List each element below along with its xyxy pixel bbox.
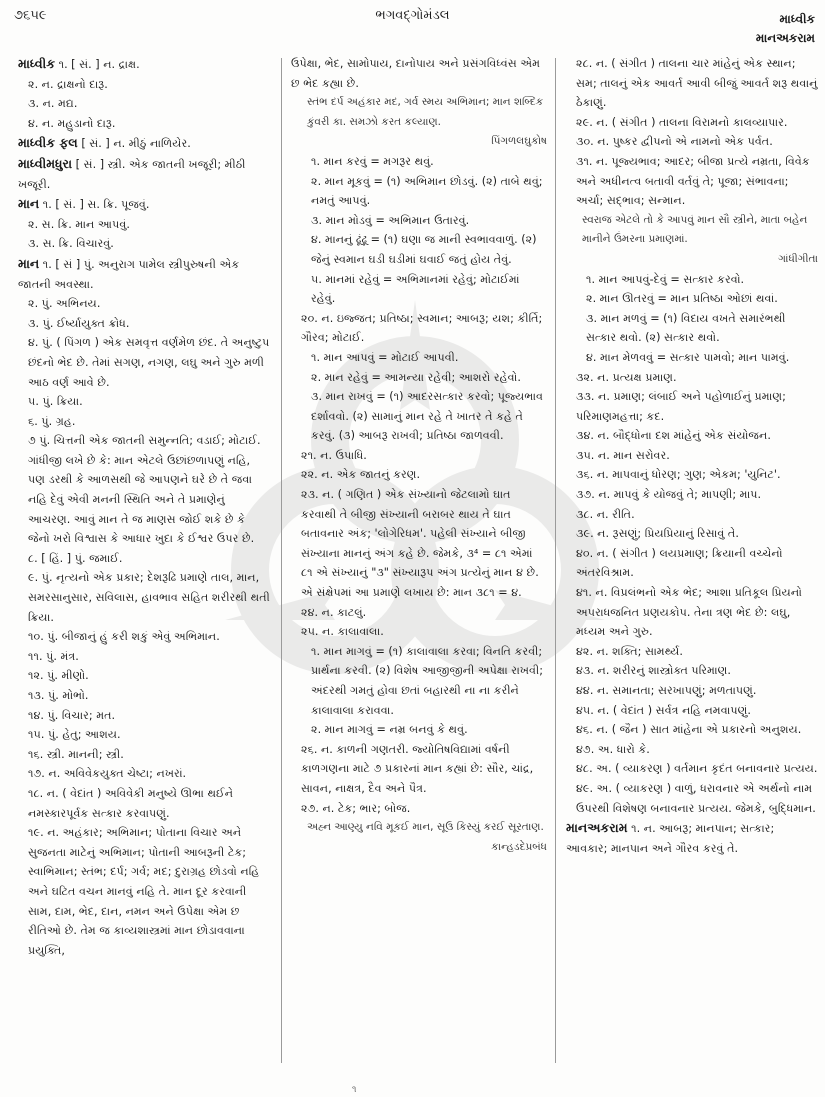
sense-definition: ૩૨. ન. પ્રત્યક્ષ પ્રમાણ. (576, 370, 677, 384)
sense-definition: ૩૦. ન. પુષ્કર દ્વીપનો એ નામનો એક પર્વત. (576, 135, 773, 149)
definition: ૧. [ સં. ] સ. ક્રિ. પૂજવું. (39, 198, 150, 212)
sense-definition: ૨૫. ન. કાલાવાલા. (301, 625, 384, 639)
sense-definition: ૨૮. ન. ( સંગીત ) તાલના ચાર માંહેનું એક સ્થાન; સમ; તાલનું એક આવર્ત આવી બીજું આવર્ત શરૂ થવાનું ઠેકાણું. (576, 57, 818, 110)
sense-definition: ૪. ન. મહુડાનો દારૂ. (28, 116, 116, 130)
dictionary-entry (18, 133, 270, 154)
headword: માન (18, 255, 40, 271)
guide-word-first: માધ્વીક (779, 12, 815, 26)
sense-definition: ૬. પું. ગ્રહ. (28, 414, 76, 428)
sense-definition: ૩૬. ન. માપવાનું ધોરણ; ગુણ; એકમ; 'યુનિટ'. (576, 468, 781, 482)
page-header (0, 0, 825, 60)
sense-definition: ૨૨. ન. એક જાતનું કરણ. (301, 468, 421, 482)
sense-definition: ૩૧. ન. પૂજ્યભાવ; આદર; બીજા પ્રત્યે નમ્રતા, વિવેક અને અધીનત્વ બતાવી વર્તવું તે; પૂજા; સંભાવના; અર્ચા; સદ્ભાવ; સન્માન. (576, 154, 810, 208)
dictionary-entry (18, 194, 270, 215)
dictionary-entry (566, 818, 818, 858)
page-number: ૭૬૫૯ (14, 8, 47, 23)
idiom-phrase: ૧. માન માગવું = (૧) કાલાવાલા કરવા; વિનતિ કરવી; પ્રાર્થના કરવી. (૨) વિશેષ આજીજીની અપેક્ષા રાખવી; અંદરથી ગમતું હોવા છતાં બહારથી ના ના કરીને કાલાવાલા કરાવવા. (311, 644, 543, 717)
sense-definition: ૪૫. ન. ( વેદાંત ) સર્વત્ર નહિ નમવાપણું. (576, 703, 751, 717)
headword: માધ્વીક ફલ (18, 135, 78, 151)
guide-word-last: માનઅકરામ (755, 31, 815, 45)
sense-definition: ૩. પું. ઈર્ષ્યાયુક્ત ક્રોધ. (28, 316, 130, 330)
sense-definition: ૪૪. ન. સમાનતા; સરખાપણું; મળતાપણું. (576, 684, 757, 697)
sense-definition: ૩૪. ન. બૌદ્ધોના દશ માંહેનું એક સંયોજન. (576, 429, 771, 443)
definition: ૧. ન. આબરૂ; માનપાન; સત્કાર; આવકાર; માનપાન અને ગૌરવ કરવું તે. (566, 822, 775, 855)
sense-definition: ૩૭. ન. માપવું કે યોજવું તે; માપણી; માપ. (576, 488, 762, 502)
citation-quote: સ્તંભ દર્પ અહંકાર મદ, ગર્વ સ્મય અભિમાન; માન શબ્દિક કુંવરી કા. સમઝો કરત કલ્યાણ. (307, 96, 544, 128)
sense-definition: ૪૬. ન. ( જૈન ) સાત માંહેના એ પ્રકારનો અનુશય. (576, 723, 802, 737)
running-title: ભગવદ્ગોમંડલ (375, 8, 450, 23)
sense-definition: ૪૨. ન. શક્તિ; સામર્થ્ય. (576, 644, 683, 658)
sense-definition: ૪૦. ન. ( સંગીત ) લયપ્રમાણ; ક્રિયાની વચ્ચેનો અંતરવિશ્રામ. (576, 546, 783, 580)
idiom-phrase: ૩. માન મોડવું = અભિમાન ઉતારવું. (311, 213, 470, 227)
column-right (566, 54, 818, 858)
column-divider (281, 58, 282, 1063)
column-divider (555, 58, 556, 1063)
idiom-phrase: ૧. માન કરવું = મગરૂર થવું. (311, 154, 434, 168)
sense-definition: ૨. સ. ક્રિ. માન આપવું. (28, 217, 130, 231)
citation-source: કાન્હડદેપ્રબંધ (491, 840, 547, 853)
headword: માન (18, 196, 40, 212)
sense-definition: ૨૯. ન. ( સંગીત ) તાલના વિરામનો કાલવ્યાપાર. (576, 115, 788, 129)
idiom-phrase: ૫. માનમાં રહેવું = અભિમાનમાં રહેવું; મોટાઈમાં રહેવું. (311, 272, 520, 306)
sense-definition: ૧૪. પું. વિચાર; મત. (28, 708, 116, 722)
sense-definition: ૨. પું. અભિનય. (28, 297, 101, 311)
citation-quote: સ્વરાજ એટલે તો કે આપવું માન સૌ સ્ત્રીને, માતા બહેન માનીને ઉંમરના પ્રમાણમાં. (582, 213, 808, 246)
dictionary-entry (18, 154, 270, 194)
headword: માધ્વીક (18, 56, 56, 71)
dictionary-entry (18, 254, 270, 294)
column-middle (291, 54, 547, 857)
citation-source: પિંગળલઘુકોષ (491, 135, 547, 148)
sense-definition: ૪૧. ન. વિપ્રલંભનો એક ભેદ; આશા પ્રતિકૂલ પ્રિયનો અપરાધજનિત પ્રણયકોપ. તેના ત્રણ ભેદ છે: લઘુ, મધ્યમ અને ગુરુ. (576, 586, 802, 639)
headword: માધ્વીમધુરા (18, 155, 73, 171)
column-left (18, 54, 270, 960)
guide-words (756, 10, 815, 48)
sense-definition: ૧૨. પું. મીણો. (28, 669, 89, 683)
idiom-phrase: ૪. માનનું ઢૂંઢૂ = (૧) ઘણા જ માની સ્વભાવવાળું. (૨) જેનું સ્વમાન ઘડી ઘડીમાં ઘવાઈ જતું હોય તેવું. (311, 233, 537, 266)
dictionary-entry (18, 54, 270, 75)
definition: [ સં. ] ન. મીઠું નાળિયેર. (77, 137, 191, 151)
sense-definition: ૩૮. ન. રીતિ. (576, 507, 635, 521)
sense-definition: ૧૫. પું. હેતુ; આશય. (28, 728, 121, 742)
sense-definition: ૪૭. અ. ધારો કે. (576, 742, 650, 756)
idiom-phrase: ૨. માન મૂકવું = (૧) અભિમાન છોડવું. (૨) તાબે થવું; નમતું આપવું. (311, 174, 543, 208)
sense-definition: ૨૬. ન. કાળની ગણતરી. જ્યોતિષવિદ્યામાં વર્ષની કાળગણના માટે ૭ પ્રકારનાં માન કહ્યાં છે: સૌર, ચાંદ્ર, સાવન, નાક્ષત્ર, દૈવ અને પૈત્ર. (301, 742, 534, 795)
idiom-phrase: ૨. માન રહેવું = આમન્યા રહેવી; આશરો રહેવો. (311, 370, 521, 384)
sense-definition: ૪૩. ન. શરીરનું શાસ્ત્રોક્ત પરિમાણ. (576, 664, 731, 678)
sense-definition: ૯. પું. નૃત્યનો એક પ્રકાર; દેશરૂઢિ પ્રમાણે તાલ, માન, સમરસાનુસાર, સવિલાસ, હાવભાવ સહિત શરીરથી થતી ક્રિયા. (28, 571, 270, 624)
sense-definition: ૧૦. પું. બીજાનું હું કરી શકું એવું અભિમાન. (28, 630, 220, 644)
definition-continued: ઉપેક્ષા, ભેદ, સામોપાય, દાનોપાય અને પ્રસંગવિધ્વંસ એમ છ ભેદ કહ્યા છે. (291, 57, 541, 90)
idiom-phrase: ૧. માન આપવું = મોટાઈ આપવી. (311, 350, 459, 364)
citation-source: ગાંધીગીતા (778, 252, 818, 265)
sense-definition: ૨૩. ન. ( ગણિત ) એક સંખ્યાનો જેટલામો ઘાત કરવાથી તે બીજી સંખ્યાની બરાબર થાય તે ઘાત બતાવનાર અંક; 'લોગેરિધમ'. પહેલી સંખ્યાને બીજી સંખ્યાના માનનું અંગ કહે છે. જેમકે, ૩⁴ = ૮૧ એમાં ૮૧ એ સંખ્યાનું "૩" સંખ્યારૂપ અંગ પ્રત્યેનું માન ૪ છે. એ સંક્ષેપમાં આ પ્રમાણે લખાય છે: માન ૩૮૧ = ૪. (301, 488, 539, 600)
headword: માનઅકરામ (566, 820, 628, 836)
definition: ૧. [ સં ] પું. અનુરાગ પામેલ સ્ત્રીપુરુષની એક જાતની અવસ્થા. (18, 257, 240, 291)
sense-definition: ૩. સ. ક્રિ. વિચારવું. (28, 237, 114, 251)
footer-mark: ૧ (352, 1085, 357, 1095)
idiom-phrase: ૨. માન ઊતરવું = માન પ્રતિષ્ઠા ઓછાં થવાં. (586, 292, 778, 306)
idiom-phrase: ૩. માન મળવું = (૧) વિદાય વખતે સમારંભથી સત્કાર થવો. (૨) સત્કાર થવો. (586, 311, 786, 345)
sense-definition: ૨૪. ન. કાટલું. (301, 605, 367, 619)
sense-definition: ૩૯. ન. રૂસણું; પ્રિયપ્રિયાનું રિસાવું તે. (576, 527, 739, 541)
idiom-phrase: ૪. માન મેળવવું = સત્કાર પામવો; માન પામવું. (586, 350, 790, 364)
sense-definition: ૩. ન. મદ્ય. (28, 97, 78, 111)
definition: ૧. [ સં. ] ન. દ્રાક્ષ. (55, 58, 140, 71)
sense-definition: ૧૯. ન. અહંકાર; અભિમાન; પોતાના વિચાર અને સુજનતા માટેનું અભિમાન; પોતાની આબરૂની ટેક; સ્વાભિમાન; સ્તંભ; દર્પ; ગર્વ; મદ; દુરાગ્રહ છોડવો નહિ અને ઘટિત વચન માનવું નહિ તે. માન દૂર કરવાની સામ, દામ, ભેદ, દાન, નમન અને ઉપેક્ષા એમ છ રીતિઓ છે. તેમ જ કાવ્યશાસ્ત્રમાં માન છોડાવવાના પ્રયુક્તિ, (28, 826, 260, 957)
sense-definition: ૨. ન. દ્રાક્ષનો દારૂ. (28, 77, 108, 91)
sense-definition: ૪૯. અ. ( વ્યાકરણ ) વાળું, ધરાવનાર એ અર્થનો નામ ઉપરથી વિશેષણ બનાવનાર પ્રત્યય. જેમકે, બુદ્ધિમાન. (576, 781, 816, 815)
sense-definition: ૫. પું. ક્રિયા. (28, 395, 83, 409)
sense-definition: ૨૧. ન. ઉપાધિ. (301, 448, 367, 462)
sense-definition: ૨૦. ન. ઇજ્જત; પ્રતિષ્ઠા; સ્વમાન; આબરૂ; યશ; કીર્તિ; ગૌરવ; મોટાઈ. (301, 311, 543, 345)
sense-definition: ૩૫. ન. માન સરોવર. (576, 448, 670, 462)
sense-definition: ૭ પું. ચિત્તની એક જાતની સમુન્નતિ; વડાઈ; મોટાઈ. ગાંધીજી લખે છે કે: માન એટલે ઉછાંછળાપણું નહિ, પણ ડરથી કે આળસથી જે આપણને ઘરે છે તે જવા નહિ દેવું એવી મનની સ્થિતિ અને તે પ્રમાણેનું આચરણ. આવું માન તે જ માણસ જોઈ શકે છે કે જેનો ખરો વિશ્વાસ કે આધાર ખુદા કે ઈશ્વર ઉપર છે. (28, 434, 261, 546)
sense-definition: ૨૭. ન. ટેક; ભાર; બોજ. (301, 801, 411, 815)
sense-definition: ૪૮. અ. ( વ્યાકરણ ) વર્તમાન કૃદંત બનાવનાર પ્રત્યય. (576, 762, 818, 776)
sense-definition: ૩૩. ન. પ્રમાણ; લંબાઈ અને પહોળાઈનું પ્રમાણ; પરિમાણમહત્તા; કદ. (576, 390, 786, 423)
idiom-phrase: ૨. માન માગવું = નમ્ર બનવું કે થવું. (311, 723, 468, 737)
sense-definition: ૧૧. પું. મંત્ર. (28, 649, 79, 663)
idiom-phrase: ૧. માન આપવું-દેવું = સત્કાર કરવો. (586, 272, 745, 286)
citation-quote: અહ્ન આણ્યુ નવિ મૂકઈ માન, સૂઉ કિસ્યું કરઈ સૂરતાણ. (307, 821, 544, 834)
sense-definition: ૮. [ હિં. ] પું. જમાઈ. (28, 551, 123, 565)
sense-definition: ૧૭. ન. અવિવેકયુક્ત ચેષ્ટા; નખરાં. (28, 767, 187, 781)
sense-definition: ૧૮. ન. ( વેદાંત ) અવિવેકી મનુષ્યે ઊભા થઈને નમસ્કારપૂર્વક સત્કાર કરવાપણું. (28, 786, 234, 820)
idiom-phrase: ૩. માન રાખવું = (૧) આદરસત્કાર કરવો; પૂજ્યભાવ દર્શાવવો. (૨) સામાનું માન રહે તે ખાતર તે કહે તે કરવું. (૩) આબરૂ રાખવી; પ્રતિષ્ઠા જાળવવી. (311, 390, 543, 443)
sense-definition: ૧૬. સ્ત્રી. માનની; સ્ત્રી. (28, 747, 124, 761)
sense-definition: ૪. પું. ( પિંગળ ) એક સમવૃત્ત વર્ણમેળ છંદ. તે અનુષ્ટુપ છંદનો ભેદ છે. તેમાં સગણ, નગણ, લઘુ અને ગુરુ મળી આઠ વર્ણ આવે છે. (28, 336, 270, 389)
sense-definition: ૧૩. પું. મોભો. (28, 689, 89, 702)
definition: [ સં. ] સ્ત્રી. એક જાતની ખજૂરી; મીઠી ખજૂરી. (18, 157, 246, 191)
